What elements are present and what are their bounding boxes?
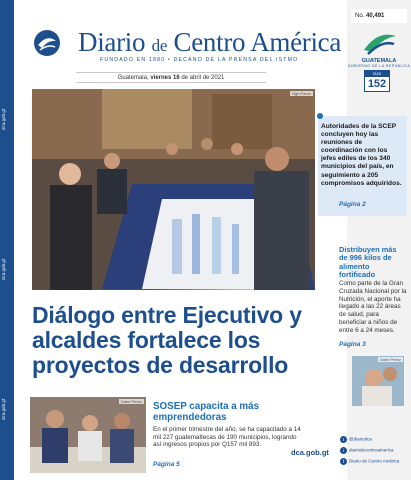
sosep-photo	[30, 397, 146, 473]
photo-credit: Hgb Pérez	[292, 91, 311, 96]
side-strip-url: dca.gob.gt	[1, 258, 6, 280]
photo-credit: Dahe Pérez	[379, 357, 401, 362]
newspaper-title: Diario de Centro América	[78, 27, 342, 57]
main-headline[interactable]: Diálogo entre Ejecutivo y alcaldes fortalece los proyectos de desarrollo	[32, 302, 302, 378]
sosep-text: En el primer trimestre del año, se ha capacitado a 14 mil 227 guatemaltecas de 190 municipios, logrando así ingresos propios por Q157 mil 893.	[153, 426, 301, 449]
food-brief-headline[interactable]: Distribuyen más de 996 kilos de alimento fortificado	[339, 245, 397, 280]
baby-photo	[352, 356, 404, 406]
masthead-tagline: FUNDADO EN 1880 • DECANO DE LA PRENSA DEL ISTMO	[100, 57, 299, 63]
photo-credit: Dahe Pérez	[120, 399, 142, 404]
website-link[interactable]: dca.gob.gt	[291, 448, 329, 457]
government-name: GUATEMALA	[361, 58, 397, 64]
social-instagram[interactable]: i diariodecentroamerica	[340, 447, 394, 454]
government-logo-icon	[358, 28, 400, 58]
food-brief-text: Como parte de la Gran Cruzada Nacional por la Nutrición, el aporte ha llegado a las 22 áreas de salud, para beneficiar a niños de entre 6 a 24 meses.	[339, 280, 407, 334]
calendar-number: 152	[367, 78, 387, 90]
government-sub: GOBIERNO DE LA REPÚBLICA	[347, 64, 411, 68]
sosep-headline[interactable]: SOSEP capacita a más emprendedoras	[153, 401, 260, 423]
calendar-icon: DÍAS 152	[364, 70, 390, 92]
twitter-icon: t	[340, 436, 347, 443]
scep-brief-text: Autoridades de la SCEP concluyen hoy las reuniones de coordinación con los jefes ediles de los 340 municipios del país, en seguimiento a 205 compromisos adquiridos.	[321, 123, 402, 187]
dateline: Guatemala, viernes 16 de abril de 2021	[76, 72, 266, 83]
social-facebook[interactable]: f Diario de Centro América	[340, 458, 399, 465]
issue-number: No. 40,491	[351, 9, 407, 23]
side-strip-url: dca.gob.gt	[1, 398, 6, 420]
social-twitter[interactable]: t @diariodca	[340, 436, 372, 443]
facebook-icon: f	[340, 458, 347, 465]
newspaper-logo-icon	[32, 28, 62, 58]
side-strip-url: dca.gob.gt	[1, 108, 6, 130]
sosep-page-link[interactable]: Página 5	[153, 461, 180, 468]
scep-page-link[interactable]: Página 2	[339, 201, 366, 208]
main-photo	[32, 89, 315, 290]
bullet-icon	[317, 113, 323, 119]
instagram-icon: i	[340, 447, 347, 454]
food-page-link[interactable]: Página 3	[339, 341, 366, 348]
